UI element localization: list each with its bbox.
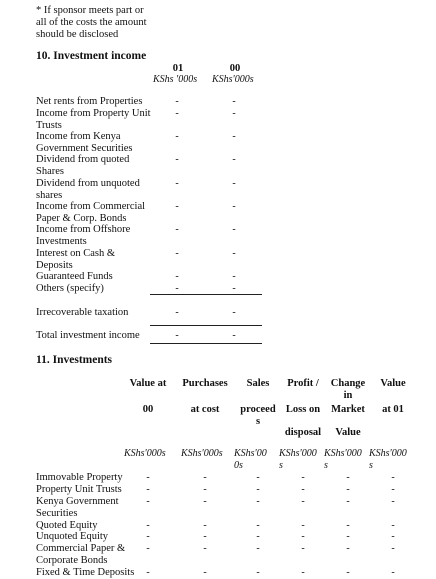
cell-value: - <box>301 496 305 507</box>
row-label <box>36 496 119 520</box>
cell-value: - <box>203 472 207 483</box>
row-label <box>36 531 108 543</box>
row-value-01: - <box>175 248 179 259</box>
cell-value: - <box>391 531 395 542</box>
row-label-line: Commercial Paper & <box>36 543 126 554</box>
col2-year: 00 <box>229 63 241 74</box>
row-label <box>36 283 104 295</box>
row-label-line: shares <box>36 190 63 201</box>
section-10-title: 10. Investment income <box>36 50 147 62</box>
column-header: Loss on <box>285 404 321 415</box>
col1-unit: KShs '000s <box>153 74 198 85</box>
row-value-01: - <box>175 178 179 189</box>
cell-value: - <box>301 472 305 483</box>
row-label-line: Dividend from unquoted <box>36 178 140 189</box>
row-label-line: Trusts <box>36 120 62 131</box>
row-label <box>36 224 130 248</box>
note-line: * If sponsor meets part or <box>36 5 144 16</box>
column-header: Sales <box>246 378 270 389</box>
column-unit-line: s <box>324 460 328 471</box>
column-header: s <box>255 416 261 427</box>
column-unit <box>369 448 419 472</box>
column-unit-line: s <box>279 460 283 471</box>
cell-value: - <box>391 484 395 495</box>
row-label <box>36 154 129 178</box>
cell-value: - <box>301 567 305 578</box>
cell-value: - <box>346 472 350 483</box>
cell-value: - <box>146 496 150 507</box>
column-unit-line: KShs'000 <box>369 448 407 459</box>
row-label-line: Property Unit Trusts <box>36 484 122 495</box>
column-unit <box>181 448 231 460</box>
column-header: proceed <box>240 404 276 415</box>
column-header: Market <box>331 404 365 415</box>
section-11-title: 11. Investments <box>36 354 113 366</box>
row-label <box>36 131 133 155</box>
row-label-line: Income from Offshore <box>36 224 131 235</box>
cell-value: - <box>346 531 350 542</box>
row-value-00: - <box>232 178 236 189</box>
rule <box>150 343 262 344</box>
row-value-00: - <box>232 224 236 235</box>
cell-value: - <box>346 484 350 495</box>
column-header: Value <box>380 378 406 389</box>
column-unit <box>124 448 174 460</box>
row-label-line: Interest on Cash & <box>36 248 116 259</box>
cell-value: - <box>256 496 260 507</box>
note-line: should be disclosed <box>36 29 119 40</box>
column-unit <box>279 448 329 472</box>
cell-value: - <box>146 472 150 483</box>
row-label-line: Deposits <box>36 260 73 271</box>
row-label-line: Quoted Equity <box>36 520 98 531</box>
row-value-00: - <box>232 154 236 165</box>
total-v1: - <box>175 330 179 341</box>
row-value-01: - <box>175 201 179 212</box>
row-value-00: - <box>232 271 236 282</box>
row-label <box>36 248 115 272</box>
cell-value: - <box>301 520 305 531</box>
row-value-01: - <box>175 224 179 235</box>
column-unit-line: KShs'000s <box>124 448 166 459</box>
row-value-01: - <box>175 154 179 165</box>
row-label-line: Unquoted Equity <box>36 531 109 542</box>
cell-value: - <box>301 543 305 554</box>
row-label-line: Income from Property Unit <box>36 108 151 119</box>
cell-value: - <box>346 567 350 578</box>
cell-value: - <box>203 543 207 554</box>
row-label-line: Kenya Government <box>36 496 119 507</box>
row-label-line: Shares <box>36 166 64 177</box>
cell-value: - <box>346 520 350 531</box>
cell-value: - <box>391 472 395 483</box>
row-value-00: - <box>232 201 236 212</box>
row-label-line: Fixed & Time Deposits <box>36 567 135 578</box>
column-header: disposal <box>284 427 322 438</box>
cell-value: - <box>256 520 260 531</box>
row-label-line: Income from Commercial <box>36 201 146 212</box>
row-value-01: - <box>175 283 179 294</box>
row-label <box>36 472 123 484</box>
cell-value: - <box>146 531 150 542</box>
row-label <box>36 201 145 225</box>
cell-value: - <box>203 520 207 531</box>
cell-value: - <box>256 567 260 578</box>
cell-value: - <box>346 543 350 554</box>
row-value-00: - <box>232 283 236 294</box>
column-unit-line: KShs'000s <box>181 448 223 459</box>
cell-value: - <box>203 484 207 495</box>
row-label-line: Corporate Bonds <box>36 555 108 566</box>
tax-v2: - <box>232 307 236 318</box>
cell-value: - <box>391 543 395 554</box>
row-label <box>36 271 113 283</box>
row-label <box>36 484 122 496</box>
row-label <box>36 567 134 579</box>
column-unit <box>234 448 284 472</box>
row-label-line: Paper & Corp. Bonds <box>36 213 127 224</box>
row-label-line: Immovable Property <box>36 472 123 483</box>
row-label-line: Government Securities <box>36 143 133 154</box>
cell-value: - <box>391 567 395 578</box>
col2-unit: KShs'000s <box>212 74 254 85</box>
cell-value: - <box>256 531 260 542</box>
row-label-line: Guaranteed Funds <box>36 271 113 282</box>
cell-value: - <box>146 520 150 531</box>
tax-label: Irrecoverable taxation <box>36 307 129 318</box>
total-label: Total investment income <box>36 330 140 341</box>
cell-value: - <box>146 484 150 495</box>
row-label-line: Investments <box>36 236 87 247</box>
row-value-01: - <box>175 108 179 119</box>
row-label <box>36 543 125 567</box>
row-label <box>36 108 151 132</box>
column-header: at cost <box>190 404 220 415</box>
column-unit-line: KShs'00 <box>234 448 267 459</box>
rule <box>150 325 262 326</box>
column-header: Value at <box>129 378 167 389</box>
cell-value: - <box>203 496 207 507</box>
row-label <box>36 178 140 202</box>
cell-value: - <box>301 531 305 542</box>
column-unit-line: s <box>369 460 373 471</box>
row-label-line: Income from Kenya <box>36 131 121 142</box>
col1-year: 01 <box>172 63 184 74</box>
cell-value: - <box>301 484 305 495</box>
column-header: in <box>343 390 353 401</box>
cell-value: - <box>256 543 260 554</box>
column-header: at 01 <box>382 404 404 415</box>
note-line: all of the costs the amount <box>36 17 147 28</box>
row-value-00: - <box>232 96 236 107</box>
cell-value: - <box>391 496 395 507</box>
row-label-line: Securities <box>36 508 78 519</box>
column-unit-line: KShs'000 <box>279 448 317 459</box>
disclosure-note <box>36 5 147 41</box>
row-label-line: Net rents from Properties <box>36 96 143 107</box>
column-header: 00 <box>142 404 154 415</box>
row-label-line: Others (specify) <box>36 283 104 294</box>
total-v2: - <box>232 330 236 341</box>
cell-value: - <box>256 472 260 483</box>
column-unit <box>324 448 374 472</box>
row-label <box>36 96 142 108</box>
rule <box>150 294 262 295</box>
row-value-00: - <box>232 131 236 142</box>
cell-value: - <box>256 484 260 495</box>
cell-value: - <box>391 520 395 531</box>
row-value-01: - <box>175 131 179 142</box>
row-value-00: - <box>232 248 236 259</box>
column-header: Profit / <box>287 378 319 389</box>
column-header: Purchases <box>182 378 228 389</box>
column-header: Value <box>335 427 361 438</box>
cell-value: - <box>346 496 350 507</box>
row-value-01: - <box>175 271 179 282</box>
column-unit-line: KShs'000 <box>324 448 362 459</box>
cell-value: - <box>203 567 207 578</box>
cell-value: - <box>203 531 207 542</box>
cell-value: - <box>146 543 150 554</box>
column-header: Change <box>330 378 366 389</box>
tax-v1: - <box>175 307 179 318</box>
column-unit-line: 0s <box>234 460 243 471</box>
row-value-01: - <box>175 96 179 107</box>
row-value-00: - <box>232 108 236 119</box>
row-label-line: Dividend from quoted <box>36 154 130 165</box>
cell-value: - <box>146 567 150 578</box>
